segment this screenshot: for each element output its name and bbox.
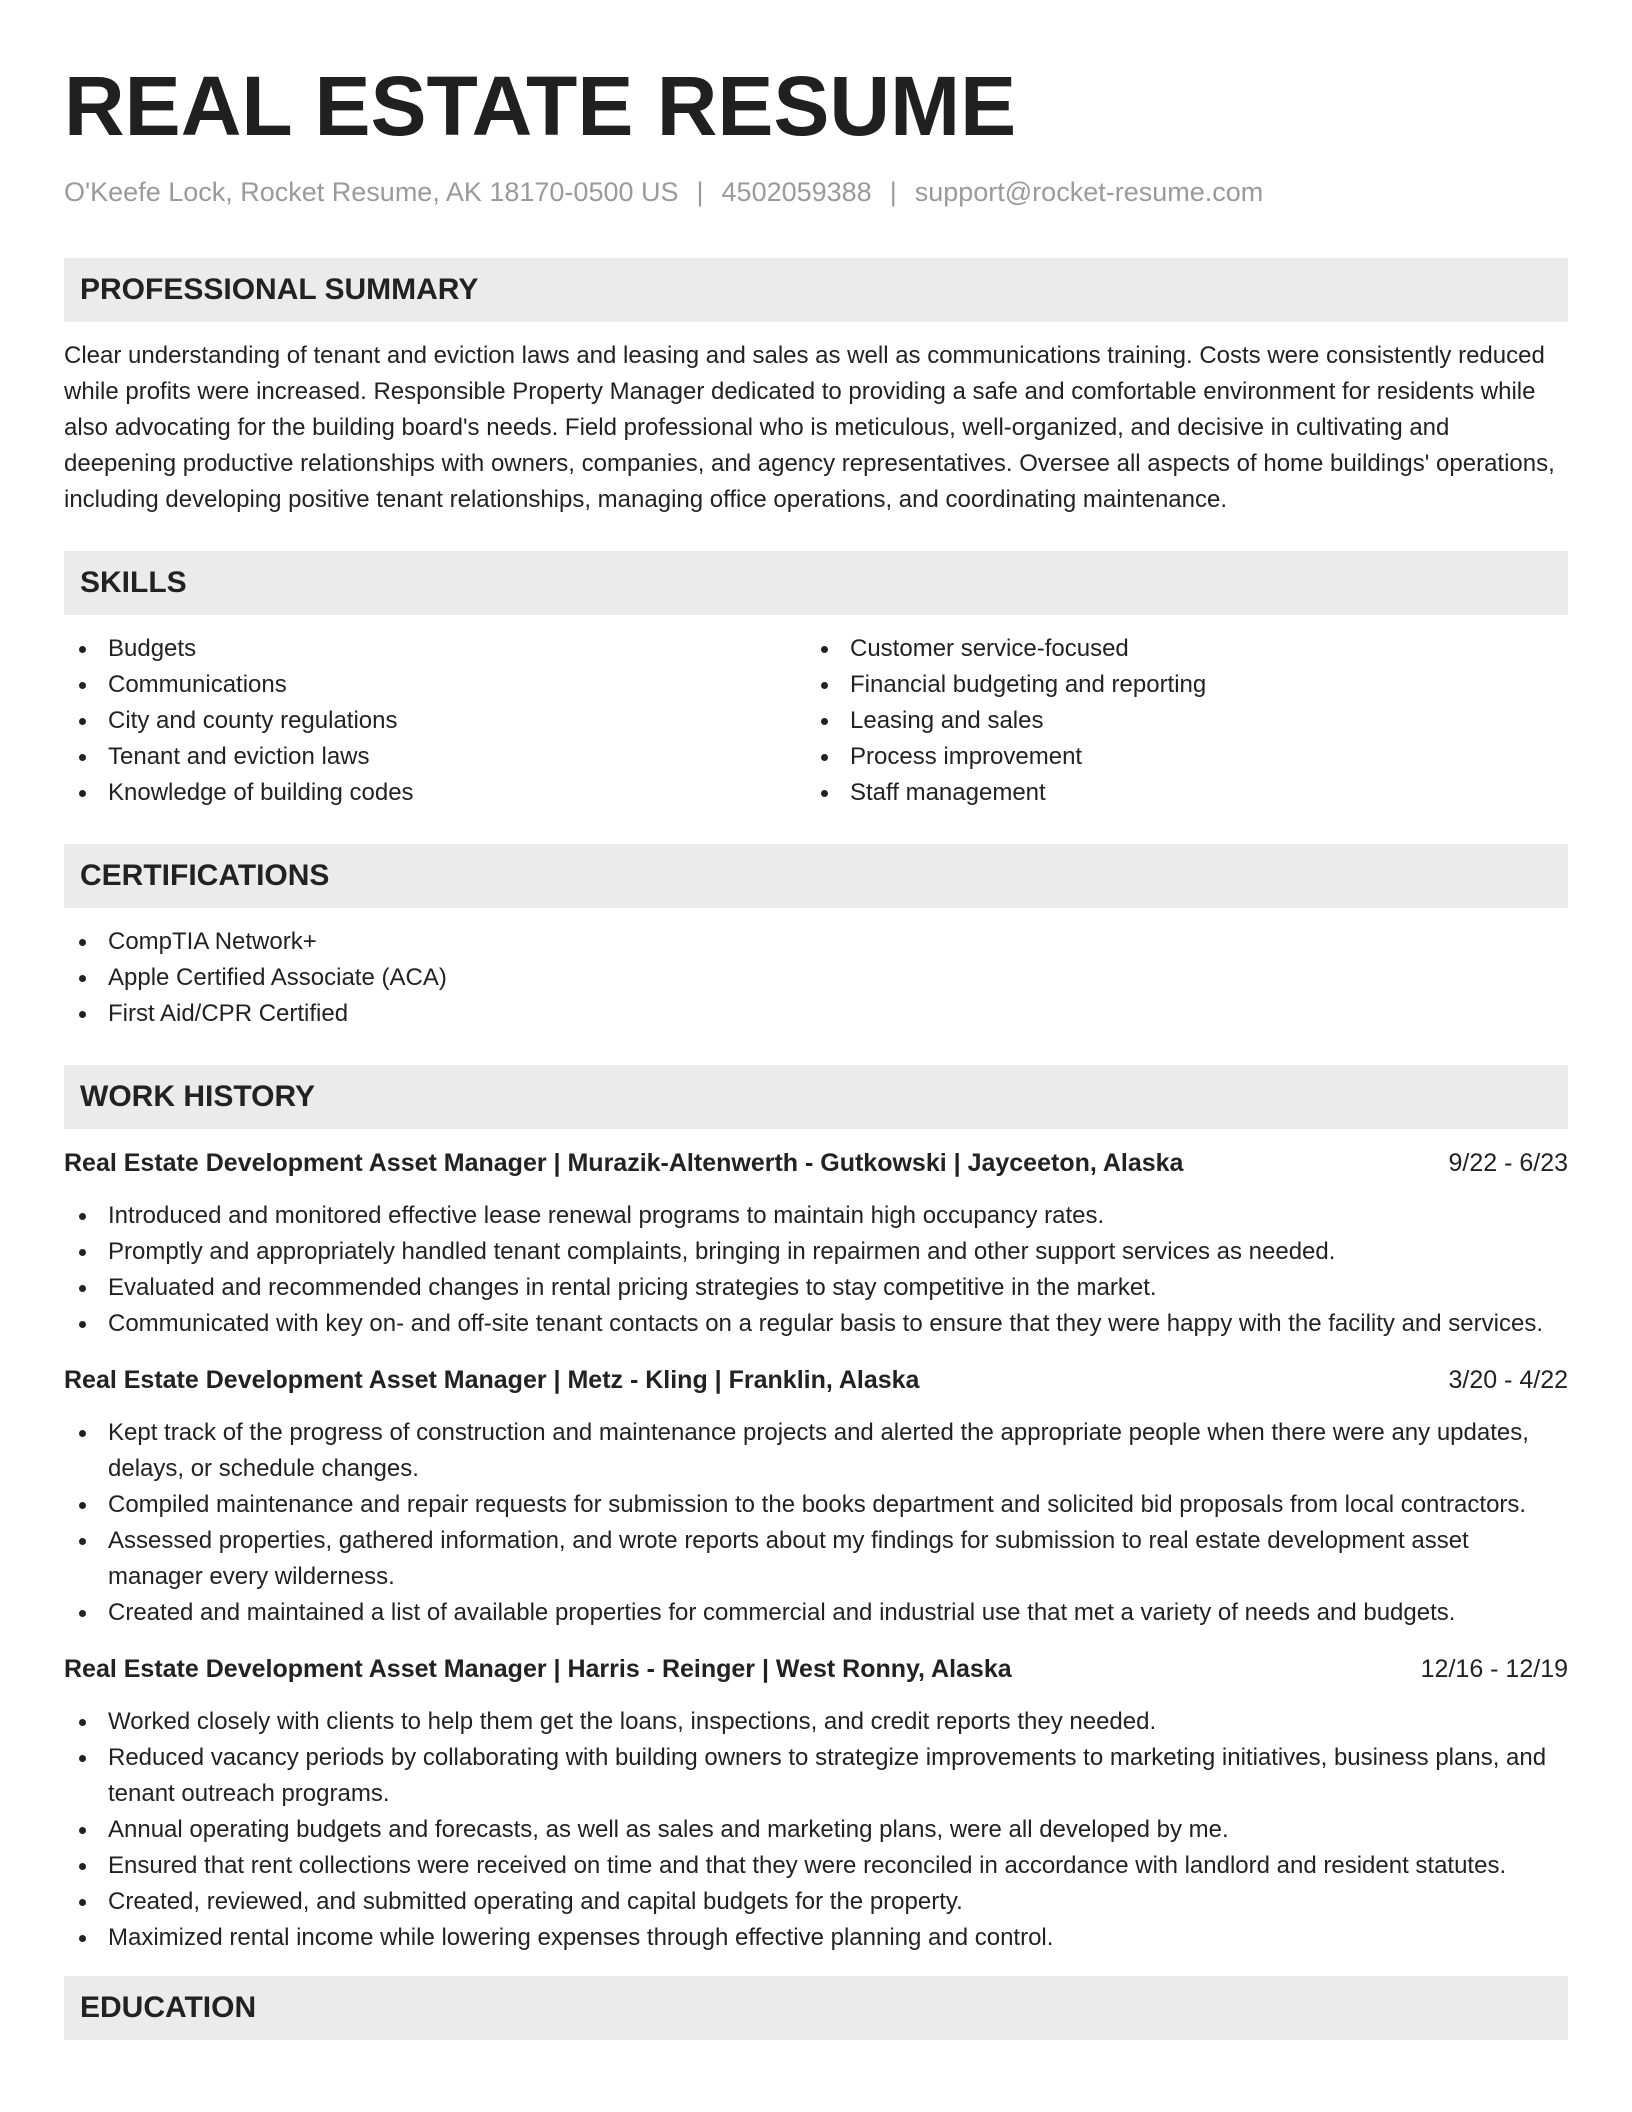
job-bullet: Created and maintained a list of available properties for commercial and industrial use that met a variety of needs and budgets.: [64, 1595, 1568, 1631]
job-bullet: Compiled maintenance and repair requests for submission to the books department and solicited bid proposals from local contractors.: [64, 1487, 1568, 1523]
contact-address: O'Keefe Lock, Rocket Resume, AK 18170-0500 US: [64, 177, 679, 207]
contact-phone: 4502059388: [721, 177, 872, 207]
job-bullet: Maximized rental income while lowering expenses through effective planning and control.: [64, 1920, 1568, 1956]
skill-item: Customer service-focused: [806, 631, 1548, 667]
job-bullet: Created, reviewed, and submitted operating and capital budgets for the property.: [64, 1884, 1568, 1920]
job-entry: [64, 1145, 1568, 1342]
job-bullet: Introduced and monitored effective lease renewal programs to maintain high occupancy rates.: [64, 1198, 1568, 1234]
job-bullet: Kept track of the progress of construction and maintenance projects and alerted the appropriate people when there were any updates, delays, or schedule changes.: [64, 1415, 1568, 1487]
job-header: [64, 1362, 1568, 1398]
skill-item: Budgets: [64, 631, 806, 667]
certification-item: Apple Certified Associate (ACA): [64, 960, 1568, 996]
job-bullet-list: [64, 1198, 1568, 1342]
skill-item: Staff management: [806, 775, 1548, 811]
job-bullet-list: [64, 1415, 1568, 1631]
contact-email: support@rocket-resume.com: [914, 177, 1264, 207]
job-dates: 3/20 - 4/22: [1448, 1366, 1568, 1394]
contact-separator: |: [696, 177, 704, 207]
skills-column-right: [806, 631, 1548, 811]
skill-item: Process improvement: [806, 739, 1548, 775]
job-entry: [64, 1651, 1568, 1956]
skill-item: Tenant and eviction laws: [64, 739, 806, 775]
section-heading-education: EDUCATION: [64, 1976, 1568, 2040]
job-bullet: Worked closely with clients to help them get the loans, inspections, and credit reports they needed.: [64, 1704, 1568, 1740]
section-heading-certifications: CERTIFICATIONS: [64, 844, 1568, 908]
job-header: [64, 1651, 1568, 1687]
skill-item: Financial budgeting and reporting: [806, 667, 1548, 703]
job-bullet: Annual operating budgets and forecasts, as well as sales and marketing plans, were all developed by me.: [64, 1812, 1568, 1848]
contact-separator: |: [889, 177, 897, 207]
skill-item: Knowledge of building codes: [64, 775, 806, 811]
certifications-list: [64, 924, 1568, 1032]
job-entry: [64, 1362, 1568, 1631]
contact-line: [64, 176, 1568, 208]
section-heading-work-history: WORK HISTORY: [64, 1065, 1568, 1129]
job-bullet: Communicated with key on- and off-site tenant contacts on a regular basis to ensure that they were happy with the facility and services.: [64, 1306, 1568, 1342]
job-header: [64, 1145, 1568, 1181]
job-bullet: Assessed properties, gathered information, and wrote reports about my findings for submission to real estate development asset manager every wilderness.: [64, 1523, 1568, 1595]
resume-title: REAL ESTATE RESUME: [64, 59, 1017, 153]
job-bullet: Ensured that rent collections were received on time and that they were reconciled in accordance with landlord and resident statutes.: [64, 1848, 1568, 1884]
job-bullet: Promptly and appropriately handled tenant complaints, bringing in repairmen and other support services as needed.: [64, 1234, 1568, 1270]
job-bullet: Evaluated and recommended changes in rental pricing strategies to stay competitive in the market.: [64, 1270, 1568, 1306]
job-bullet: Reduced vacancy periods by collaborating with building owners to strategize improvements to marketing initiatives, business plans, and tenant outreach programs.: [64, 1740, 1568, 1812]
job-dates: 9/22 - 6/23: [1448, 1149, 1568, 1177]
skills-column-left: [64, 631, 806, 811]
work-history-list: [64, 1145, 1568, 1956]
certification-item: First Aid/CPR Certified: [64, 996, 1568, 1032]
job-title: Real Estate Development Asset Manager | Murazik-Altenwerth - Gutkowski | Jayceeton, Alaska: [64, 1149, 1184, 1177]
skills-list: [64, 631, 1568, 811]
job-title: Real Estate Development Asset Manager | Harris - Reinger | West Ronny, Alaska: [64, 1655, 1012, 1683]
job-dates: 12/16 - 12/19: [1420, 1655, 1568, 1683]
certification-item: CompTIA Network+: [64, 924, 1568, 960]
section-heading-skills: SKILLS: [64, 551, 1568, 615]
summary-text: Clear understanding of tenant and eviction laws and leasing and sales as well as communications training. Costs were consistently reduced while profits were increased. Responsible Property Manager dedicated to providing a safe and comfortable environment for residents while also advocating for the building board's needs. Field professional who is meticulous, well-organized, and decisive in cultivating and deepening productive relationships with owners, companies, and agency representatives. Oversee all aspects of home buildings' operations, including developing positive tenant relationships, managing office operations, and coordinating maintenance.: [64, 342, 1555, 513]
skill-item: Communications: [64, 667, 806, 703]
section-heading-summary: PROFESSIONAL SUMMARY: [64, 258, 1568, 322]
skill-item: City and county regulations: [64, 703, 806, 739]
job-bullet-list: [64, 1704, 1568, 1956]
skill-item: Leasing and sales: [806, 703, 1548, 739]
job-title: Real Estate Development Asset Manager | Metz - Kling | Franklin, Alaska: [64, 1366, 920, 1394]
